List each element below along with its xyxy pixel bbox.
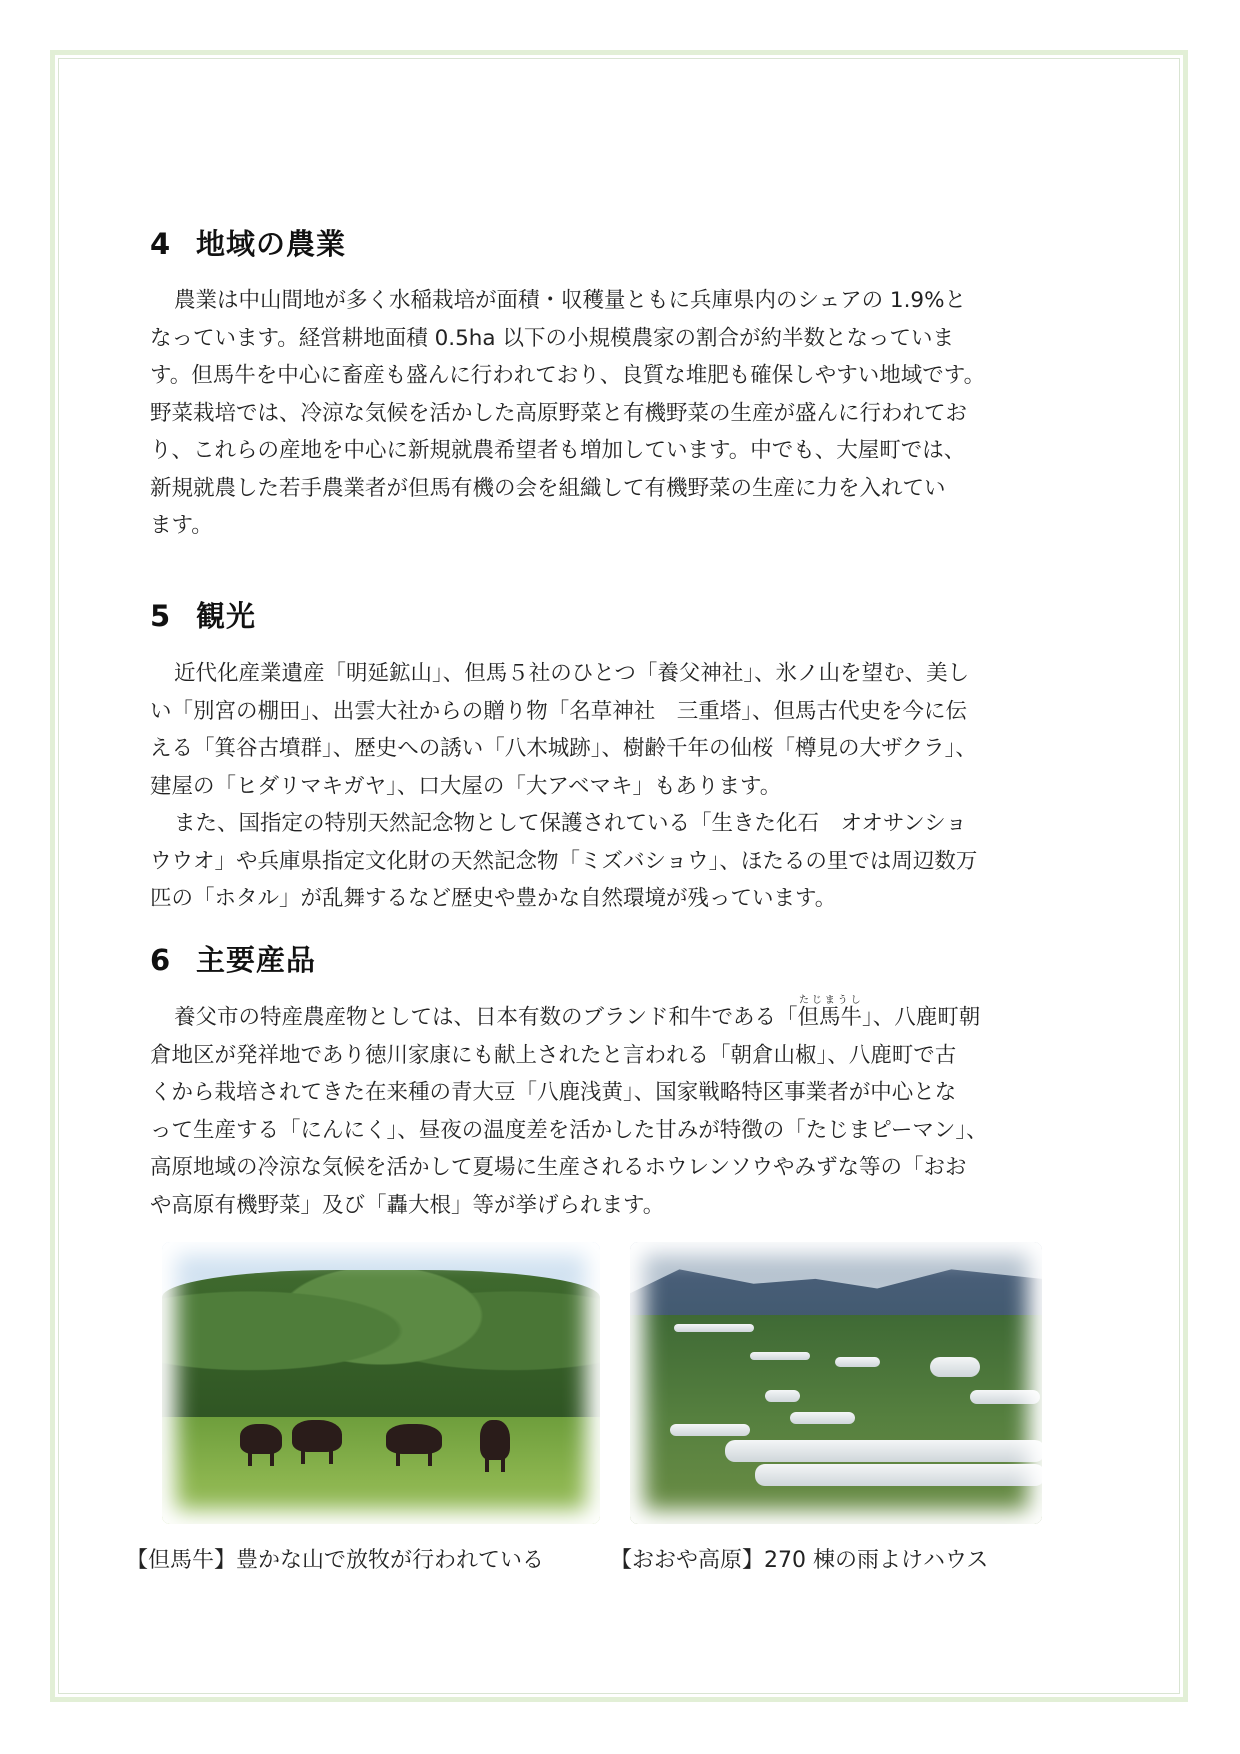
text-line: くから栽培されてきた在来種の青大豆「八鹿浅黄」、国家戦略特区事業者が中心とな [150, 1080, 957, 1105]
section-5-body [150, 655, 1096, 918]
text-line: また、国指定の特別天然記念物として保護されている「生きた化石 オオサンショ [174, 811, 967, 836]
text-line: 高原地域の冷涼な気候を活かして夏場に生産されるホウレンソウやみずな等の「おお [150, 1155, 967, 1180]
text-line: ます。 [150, 513, 213, 538]
cow-figure [386, 1424, 442, 1454]
cattle-grazing-photo [162, 1242, 600, 1524]
greenhouse [765, 1390, 800, 1402]
text-line: り、これらの産地を中心に新規就農希望者も増加しています。中でも、大屋町では、 [150, 438, 966, 463]
section-number: 5 [150, 599, 172, 633]
greenhouse [930, 1357, 980, 1377]
section-6-body [150, 995, 1096, 1224]
greenhouse [670, 1424, 750, 1436]
furigana-tajimaushi: 但馬牛たじまうし [797, 995, 863, 1030]
text-line: 匹の「ホタル」が乱舞するなど歴史や豊かな自然環境が残っています。 [150, 886, 837, 911]
text-line: 養父市の特産農産物としては、日本有数のブランド和牛である「但馬牛たじまうし」、八鹿町朝 [174, 995, 981, 1030]
greenhouse [970, 1390, 1040, 1404]
greenhouse [755, 1464, 1042, 1486]
greenhouse-photo-caption: 【おおや高原】270 棟の雨よけハウス [610, 1548, 989, 1573]
section-title: 地域の農業 [196, 227, 347, 261]
section-5-heading [150, 594, 256, 635]
section-number: 6 [150, 943, 172, 977]
text-line: い「別宮の棚田」、出雲大社からの贈り物「名草神社 三重塔」、但馬古代史を今に伝 [150, 698, 968, 724]
section-title: 主要産品 [196, 943, 317, 977]
cow-figure [240, 1424, 282, 1454]
greenhouse [725, 1440, 1042, 1462]
text-line: える「箕谷古墳群」、歴史への誘い「八木城跡」、樹齢千年の仙桜「樽見の大ザクラ」、 [150, 736, 977, 761]
text-line: ウウオ」や兵庫県指定文化財の天然記念物「ミズバショウ」、ほたるの里では周辺数万 [150, 848, 978, 874]
text-line: 近代化産業遺産「明延鉱山」、但馬５社のひとつ「養父神社」、氷ノ山を望む、美し [174, 661, 970, 686]
text-line: 倉地区が発祥地であり徳川家康にも献上されたと言われる「朝倉山椒」、八鹿町で古 [150, 1042, 957, 1068]
greenhouse [790, 1412, 855, 1424]
cattle-photo-caption: 【但馬牛】豊かな山で放牧が行われている [126, 1548, 545, 1573]
greenhouse [835, 1357, 880, 1367]
cow-figure [480, 1420, 510, 1460]
section-4-body [150, 282, 1096, 545]
text-line: 新規就農した若手農業者が但馬有機の会を組織して有機野菜の生産に力を入れてい [150, 475, 946, 501]
section-title: 観光 [196, 599, 257, 633]
section-4-heading [150, 222, 346, 263]
text-line: って生産する「にんにく」、昼夜の温度差を活かした甘みが特徴の「たじまピーマン」、 [150, 1117, 988, 1143]
greenhouses-highland-photo [630, 1242, 1042, 1524]
text-line: 農業は中山間地が多く水稲栽培が面積・収穫量ともに兵庫県内のシェアの 1.9%と [174, 288, 967, 313]
text-line: なっています。経営耕地面積 0.5ha 以下の小規模農家の割合が約半数となっていま [150, 325, 954, 351]
cow-figure [292, 1420, 342, 1452]
section-6-heading [150, 938, 316, 979]
text-line: 野菜栽培では、冷涼な気候を活かした高原野菜と有機野菜の生産が盛んに行われてお [150, 400, 968, 426]
text-line: や高原有機野菜」及び「轟大根」等が挙げられます。 [150, 1192, 665, 1218]
text-line: 建屋の「ヒダリマキガヤ」、口大屋の「大アベマキ」もあります。 [150, 773, 782, 799]
greenhouse [674, 1324, 754, 1332]
greenhouse [750, 1352, 810, 1360]
section-number: 4 [150, 227, 172, 261]
text-line: す。但馬牛を中心に畜産も盛んに行われており、良質な堆肥も確保しやすい地域です。 [150, 363, 986, 388]
